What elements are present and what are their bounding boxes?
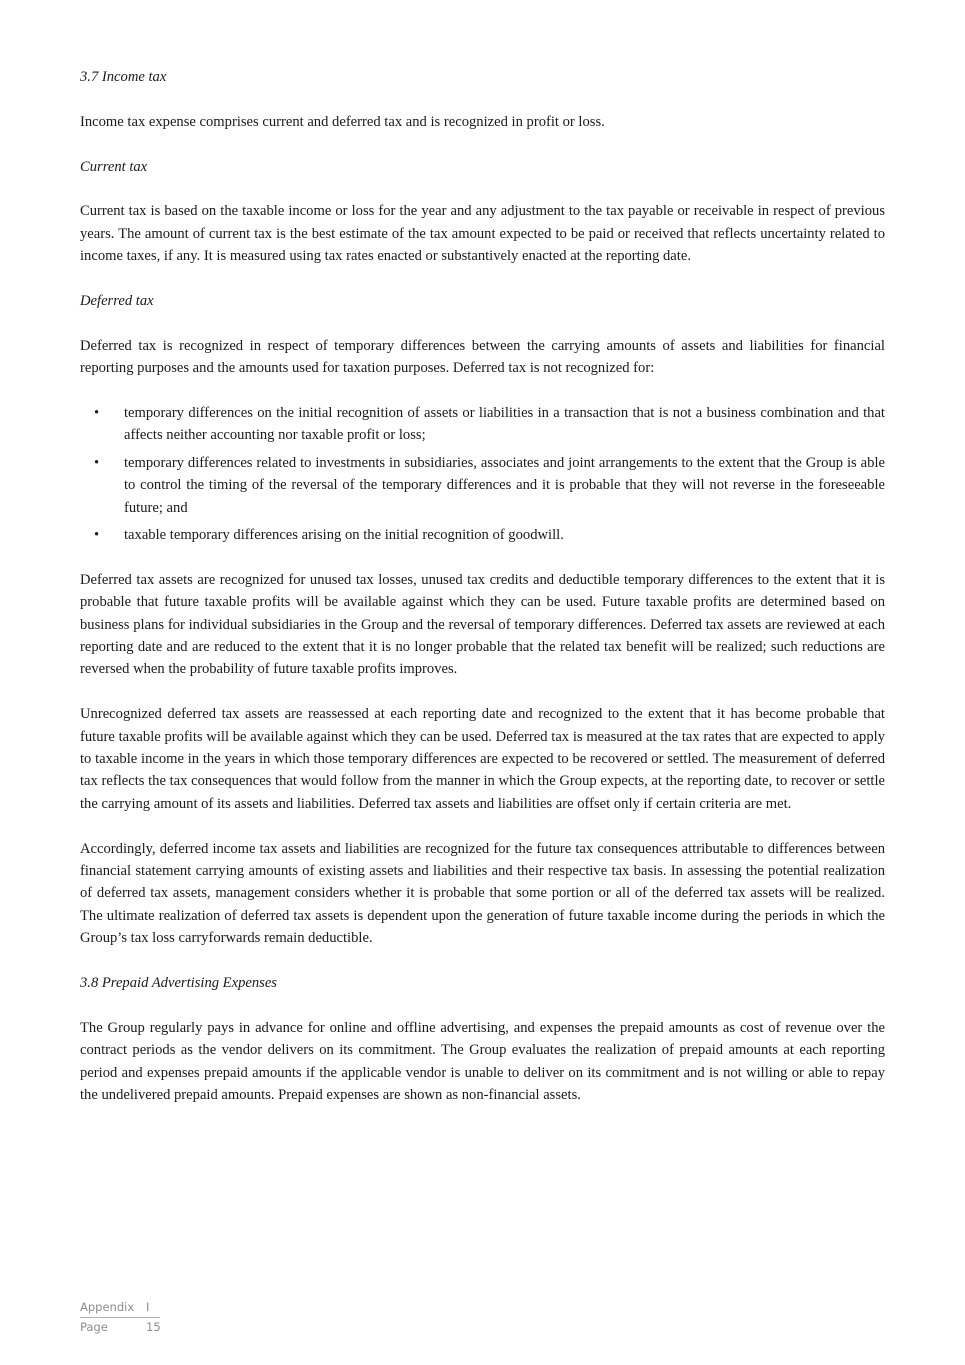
deferred-tax-paragraph-1: Deferred tax is recognized in respect of temporary differences between the carrying amounts of assets and liabilities for financial reporting purposes and the amounts used for taxation purposes. Deferred tax is not recognized for: — [80, 337, 885, 377]
footer-page-number: 15 — [146, 1320, 161, 1334]
subheading-deferred-tax: Deferred tax — [80, 293, 154, 309]
list-item-text: temporary differences on the initial recognition of assets or liabilities in a transaction that is not a business combination and that affects neither accounting nor taxable profit or loss; — [124, 405, 885, 444]
list-item-text: taxable temporary differences arising on the initial recognition of goodwill. — [124, 527, 564, 544]
subheading-current-tax: Current tax — [80, 158, 148, 175]
list-item-text: temporary differences related to investments in subsidiaries, associates and joint arrangements to the extent that the Group is able to control the timing of the reversal of the temporary differences and it is probable that they will not reverse in the foreseeable future; and — [124, 454, 885, 516]
deferred-tax-paragraph-2: Deferred tax assets are recognized for unused tax losses, unused tax credits and deductible temporary differences to the extent that it is probable that future taxable profits will be available against which they can be used. Future taxable profits are determined based on business plans for individual subsidiaries in the Group and the reversal of temporary differences. Deferred tax assets are reviewed at each reporting date and are reduced to the extent that it is no longer probable that the related tax benefit will be realized; such reductions are reversed when the probability of future taxable profits improves. — [80, 571, 885, 678]
list-item — [80, 524, 885, 546]
footer-page-label: Page — [80, 1320, 108, 1334]
prepaid-advertising-paragraph: The Group regularly pays in advance for online and offline advertising, and expenses the prepaid amounts as cost of revenue over the contract periods as the vendor delivers on its commitment. The Group evaluates the realization of prepaid amounts at each reporting period and expenses prepaid amounts if the applicable vendor is unable to deliver on its commitment and is not willing or able to repay the undelivered prepaid amounts. Prepaid expenses are shown as non-financial assets. — [80, 1019, 885, 1104]
bullet-icon: • — [94, 527, 100, 544]
footer-appendix-value: I — [146, 1298, 160, 1318]
bullet-icon: • — [94, 454, 100, 471]
deferred-tax-paragraph-4: Accordingly, deferred income tax assets and liabilities are recognized for the future tax consequences attributable to differences between financial statement carrying amounts of existing assets and liabilities and their respective tax basis. In assessing the potential realization of deferred tax assets, management considers whether it is probable that some portion or all of the deferred tax assets will be realized. The ultimate realization of deferred tax assets is dependent upon the generation of future taxable income during the periods in which the Group’s tax loss carryforwards remain deductible. — [80, 840, 885, 947]
document-page — [80, 66, 885, 1129]
footer-page-row — [80, 1318, 161, 1337]
deferred-tax-paragraph-3: Unrecognized deferred tax assets are reassessed at each reporting date and recognized to the extent that it has become probable that future taxable profits will be available against which they can be used. Deferred tax is measured at the tax rates that are expected to apply to taxable income in the years in which those temporary differences are expected to be recovered or settled. The measurement of deferred tax reflects the tax consequences that would follow from the manner in which the Group expects, at the reporting date, to recover or settle the carrying amount of its assets and liabilities. Deferred tax assets and liabilities are offset only if certain criteria are met. — [80, 706, 885, 812]
section-heading-prepaid-advertising: 3.8 Prepaid Advertising Expenses — [80, 975, 277, 992]
list-item — [80, 452, 885, 519]
footer-appendix-label: Appendix — [80, 1298, 146, 1318]
deferred-tax-exceptions-list — [80, 402, 885, 546]
list-item — [80, 402, 885, 447]
current-tax-paragraph: Current tax is based on the taxable income or loss for the year and any adjustment to the tax payable or receivable in respect of previous years. The amount of current tax is the best estimate of the tax amount expected to be paid or received that reflects uncertainty related to income taxes, if any. It is measured using tax rates enacted or substantively enacted at the reporting date. — [80, 203, 885, 265]
footer-appendix-row — [80, 1298, 161, 1318]
income-tax-intro: Income tax expense comprises current and deferred tax and is recognized in profit or loss. — [80, 113, 605, 130]
bullet-icon: • — [94, 405, 100, 421]
section-heading-income-tax: 3.7 Income tax — [80, 69, 167, 85]
page-footer — [80, 1298, 161, 1337]
